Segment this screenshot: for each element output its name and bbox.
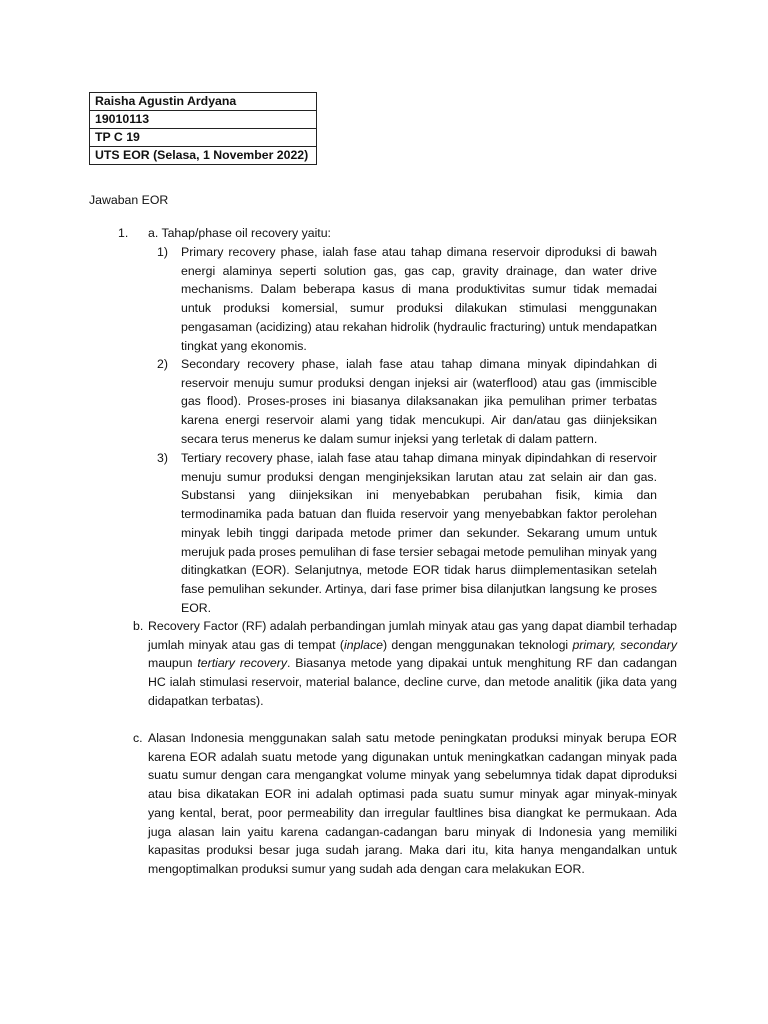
- part-b-text-segment: maupun: [148, 656, 198, 671]
- part-c: [133, 729, 677, 879]
- student-name: Raisha Agustin Ardyana: [90, 93, 317, 111]
- list-item-number: 3): [157, 451, 168, 465]
- part-b-text-italic: primary, secondary: [572, 637, 677, 652]
- question-number: 1.: [118, 226, 129, 240]
- list-item-number: 1): [157, 245, 168, 259]
- part-b-text-segment: ) dengan menggunakan teknologi: [382, 637, 573, 652]
- part-b-text: [148, 617, 677, 711]
- part-b-text-segment: . Biasanya metode yang dipakai untuk menghitung RF dan cadangan HC ialah stimulasi reservoir, material balance, decline curve, dan metode analitik (jika data yang didapatkan terbatas).: [148, 656, 677, 708]
- list-item: [157, 243, 657, 355]
- part-a-label: a. Tahap/phase oil recovery yaitu:: [148, 226, 331, 240]
- student-info-table: [89, 92, 317, 165]
- part-b-text-segment: Recovery Factor (RF) adalah perbandingan jumlah minyak atau gas yang dapat diambil terhadap jumlah minyak atau gas di tempat (: [148, 619, 677, 652]
- part-c-text: Alasan Indonesia menggunakan salah satu metode peningkatan produksi minyak berupa EOR karena EOR adalah suatu metode yang digunakan untuk meningkatkan cadangan minyak pada suatu sumur dengan cara mengangkat volume minyak yang sebelumnya tidak dapat diproduksi atau bisa dikatakan EOR ini adalah optimasi pada suatu sumur minyak agar minyak-minyak yang kental, berat, poor permeability dan irregular faultlines bisa diangkat ke permukaan. Ada juga alasan lain yaitu karena cadangan-cadangan baru minyak di Indonesia yang memiliki kapasitas produksi besar juga sudah jarang. Maka dari itu, kita hanya mengandalkan untuk mengoptimalkan produksi sumur yang sudah ada dengan cara melakukan EOR.: [148, 731, 677, 876]
- list-item-text: Tertiary recovery phase, ialah fase atau tahap dimana minyak dipindahkan di reservoir menuju sumur produksi dengan menginjeksikan larutan atau zat selain air dan gas. Substansi yang diinjeksikan ini menyebabkan perubahan fisik, kimia dan termodinamika pada batuan dan fluida reservoir yang menyebabkan faktor perolehan minyak lebih tinggi daripada metode primer dan sekunder. Sekarang umum untuk merujuk pada proses pemulihan di fase tersier sebagai metode pemulihan minyak yang ditingkatkan (EOR). Selanjutnya, metode EOR tidak harus diimplementasikan setelah fase pemulihan sekunder. Artinya, dari fase primer bisa dilanjutkan langsung ke proses EOR.: [181, 451, 657, 615]
- exam-title: UTS EOR (Selasa, 1 November 2022): [90, 147, 317, 165]
- list-item-text: Secondary recovery phase, ialah fase atau tahap dimana minyak dipindahkan di reservoir menuju sumur produksi dengan injeksi air (waterflood) atau gas (immiscible gas flood). Proses-proses ini biasanya dilaksanakan jika pemulihan primer terbatas karena energi reservoir alami yang tidak mencukupi. Air dan/atau gas diinjeksikan secara terus menerus ke dalam sumur injeksi yang terletak di dalam pattern.: [181, 357, 657, 446]
- answer-heading: Jawaban EOR: [89, 193, 169, 207]
- part-b-label: b.: [133, 619, 144, 633]
- list-item: [157, 355, 657, 449]
- part-b-text-italic: inplace: [344, 637, 383, 652]
- part-c-label: c.: [133, 731, 143, 745]
- part-b: [133, 617, 677, 711]
- part-b-text-italic: tertiary recovery: [197, 656, 287, 671]
- list-item-text: Primary recovery phase, ialah fase atau tahap dimana reservoir diproduksi di bawah energi alaminya seperti solution gas, gas cap, gravity drainage, dan water drive mechanisms. Dalam beberapa kasus di mana produktivitas sumur tidak memadai untuk produksi komersial, sumur produksi dilakukan stimulasi menggunakan pengasaman (acidizing) atau rekahan hidrolik (hydraulic fracturing) untuk mendapatkan tingkat yang ekonomis.: [181, 245, 657, 353]
- list-item: [157, 449, 657, 617]
- list-item-number: 2): [157, 357, 168, 371]
- student-class: TP C 19: [90, 129, 317, 147]
- student-id: 19010113: [90, 111, 317, 129]
